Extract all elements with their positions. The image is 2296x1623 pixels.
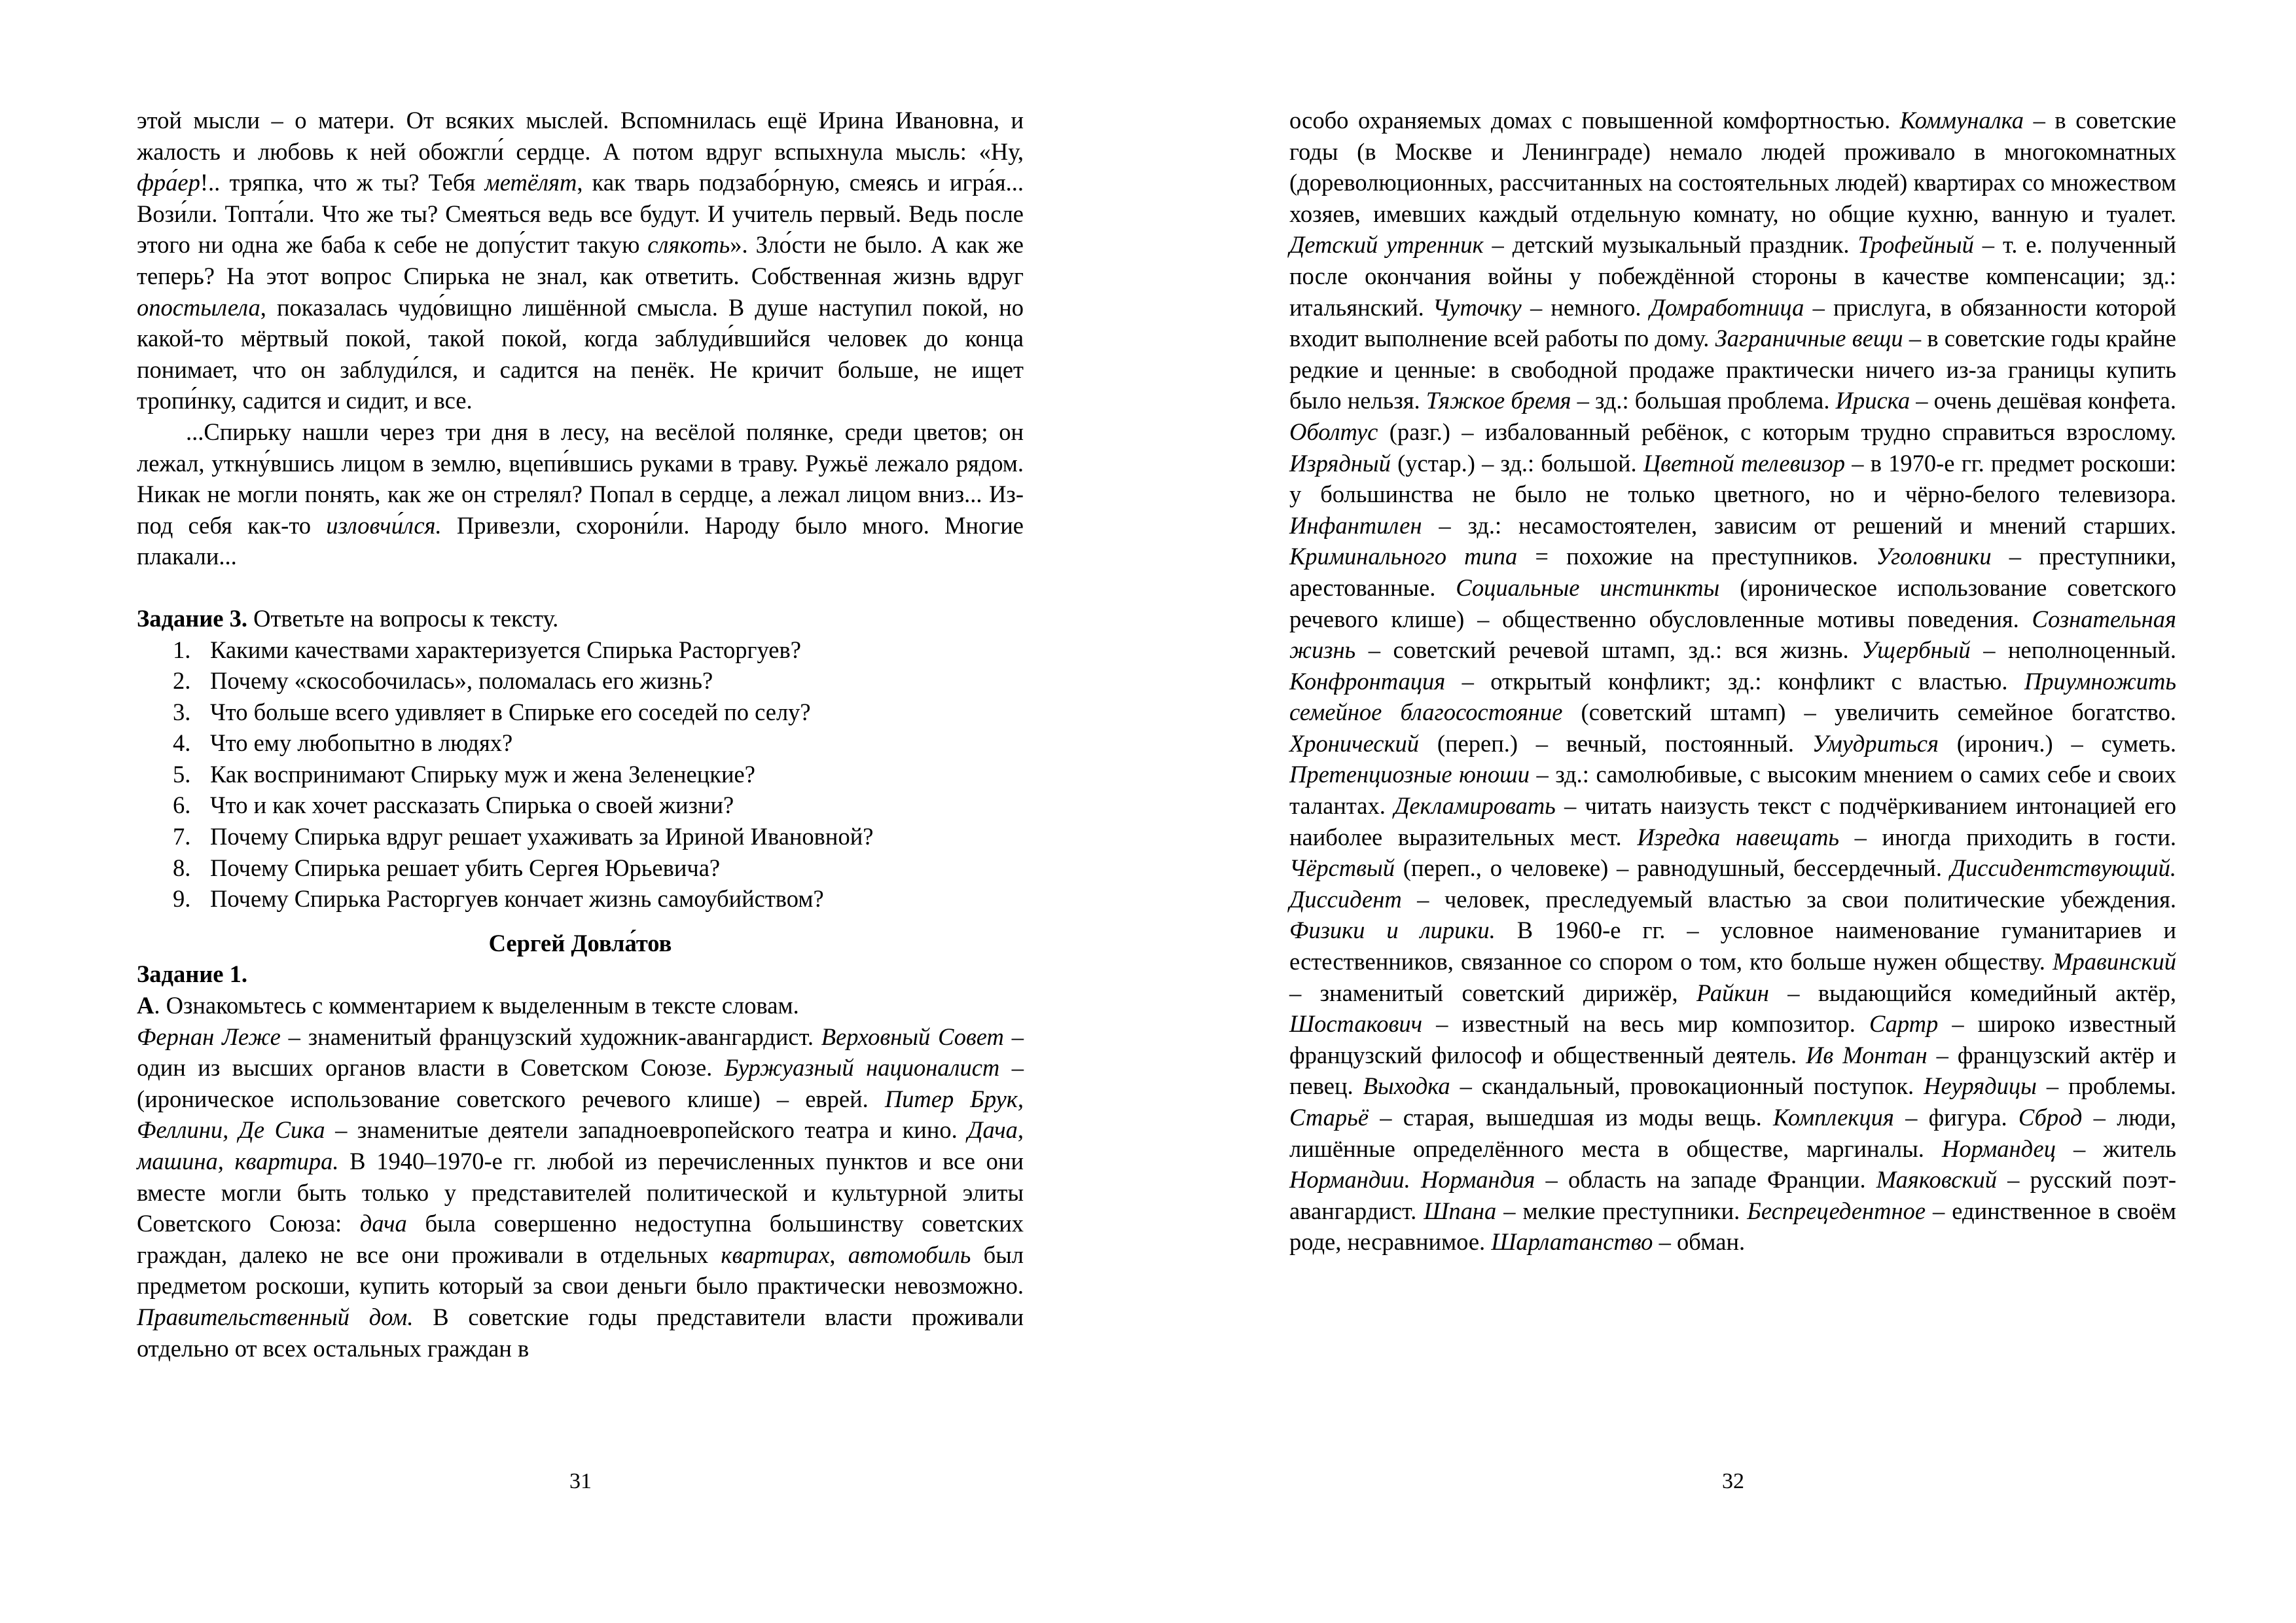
italic-term: Сартр xyxy=(1869,1010,1939,1038)
glossary-right xyxy=(1289,105,2176,1258)
text-run: – старая, вышедшая из моды вещь. xyxy=(1368,1104,1774,1131)
text-run: (переп.) – вечный, постоянный. xyxy=(1419,729,1812,757)
text-run: – известный на весь мир композитор. xyxy=(1422,1010,1870,1038)
question-number: 6. xyxy=(173,792,191,819)
text-run: – в советские годы крайне редкие и ценные: в свободной продаже практически ничего из-за границы купить было нельзя. xyxy=(1289,325,2176,414)
text-run: – детский музыкальный праздник. xyxy=(1483,231,1858,259)
right-page xyxy=(1289,105,2176,1258)
text-run: была совершенно недоступна большинству советских граждан, далеко не все они проживали в отдельных xyxy=(137,1210,1024,1268)
italic-term: Тяжкое бремя xyxy=(1426,387,1571,414)
italic-term: Фернан Леже xyxy=(137,1023,281,1050)
text-run: – люди, лишённые определённого места в обществе, маргиналы. xyxy=(1289,1104,2177,1162)
left-page xyxy=(137,105,1024,1364)
question-text: Что ему любопытно в людях? xyxy=(210,729,513,757)
text-run: В 1960-е гг. – условное наименование гуманитариев и естественников, связанное со спором о том, кто больше нужен обществу. xyxy=(1289,917,2177,976)
italic-term: фра́ер xyxy=(137,169,200,196)
italic-term: Криминального типа xyxy=(1289,543,1518,570)
text-run: (иронич.) – суметь. xyxy=(1938,729,2176,757)
italic-term: Оболтус xyxy=(1289,418,1378,445)
question-text: Какими качествами характеризуется Спирька Расторгуев? xyxy=(210,636,801,663)
italic-term: Детский утренник xyxy=(1289,231,1484,259)
text-run: , показалась чудо́вищно лишённой смысла. В душе наступил покой, но какой-то мёртвый покой, такой покой, когда заблуди́вшийся человек до конца понимает, что он заблуди́лся, и садится на пенёк. Не кричит больше, не ищет тропи́нку, садится и сидит, и все. xyxy=(137,293,1024,414)
italic-term: Маяковский xyxy=(1876,1166,1997,1194)
page-number-left: 31 xyxy=(569,1469,592,1493)
text-run: этой мысли – о матери. От всяких мыслей. Вспомнилась ещё Ирина Ивановна, и жалость и любовь к ней обожгли́ сердце. А потом вдруг вспыхнула мысль: «Ну, xyxy=(137,107,1024,165)
text-run: ». Зло́сти не было. А как же теперь? На этот вопрос Спирька не знал, как ответить. Собственная жизнь вдруг xyxy=(137,231,1024,289)
italic-term: Социальные инстинкты xyxy=(1456,574,1720,601)
question-text: Почему Спирька решает убить Сергея Юрьевича? xyxy=(210,854,721,881)
italic-term: Старьё xyxy=(1289,1104,1369,1131)
text-run: – зд.: самолюбивые, с высоким мнением о самих себе и своих талантах. xyxy=(1289,761,2177,820)
italic-term: Мравинский xyxy=(2053,948,2176,976)
text-run: – область на западе Франции. xyxy=(1535,1166,1876,1194)
italic-term: Уголовники xyxy=(1876,543,1992,570)
italic-term: квартирах xyxy=(721,1241,830,1268)
question-number: 7. xyxy=(173,823,191,850)
text-run: – открытый конфликт; зд.: конфликт с властью. xyxy=(1445,667,2024,695)
question-number: 9. xyxy=(173,885,191,913)
text-run: – иногда приходить в гости. xyxy=(1839,823,2176,850)
question-text: Почему «скособочилась», поломалась его жизнь? xyxy=(210,667,713,695)
italic-term: Цветной телевизор xyxy=(1643,449,1845,477)
text-run: – читать наизусть текст с подчёркиванием интонацией его наиболее выразительных мест. xyxy=(1289,792,2176,850)
italic-term: Шостакович xyxy=(1289,1010,1423,1038)
text-run: . Ознакомьтесь с комментарием к выделенным в тексте словам. xyxy=(154,992,799,1019)
text-run: , xyxy=(829,1241,848,1268)
italic-term: Ущербный xyxy=(1861,636,1971,664)
italic-term: изловчи́лся. xyxy=(326,511,442,539)
question-text: Что больше всего удивляет в Спирьке его соседей по селу? xyxy=(210,698,811,725)
text-run: (ироническое использование советского речевого клише) – общественно обусловленные мотивы поведения. xyxy=(1289,574,2176,632)
italic-term: Трофейный xyxy=(1857,231,1974,259)
question-text: Что и как хочет рассказать Спирька о своей жизни? xyxy=(210,792,734,819)
page-number-right: 32 xyxy=(1722,1469,1744,1493)
italic-term: Буржуазный националист xyxy=(724,1054,1000,1082)
italic-term: Нормандии. Нормандия xyxy=(1289,1166,1535,1194)
italic-term: Домработница xyxy=(1649,293,1804,321)
text-run: – русский поэт-авангардист. xyxy=(1289,1166,2176,1224)
italic-term: Райкин xyxy=(1696,979,1769,1006)
italic-term: опостылела xyxy=(137,293,260,321)
text-run: – неполноценный. xyxy=(1970,636,2176,664)
italic-term: Приумножить семейное благосостояние xyxy=(1289,667,2176,726)
author-heading: Сергей Довла́тов xyxy=(488,929,672,957)
task3-heading xyxy=(137,603,1024,634)
italic-term: Ириска xyxy=(1835,387,1910,414)
question-text: Почему Спирька вдруг решает ухаживать за Ириной Ивановной? xyxy=(210,823,874,850)
italic-term: Чуточку xyxy=(1433,293,1522,321)
question-number: 1. xyxy=(173,636,191,663)
italic-term: Чёрствый xyxy=(1289,854,1395,882)
italic-term: Декламировать xyxy=(1394,792,1556,820)
italic-term: Умудриться xyxy=(1812,729,1939,757)
glossary-left xyxy=(137,1021,1024,1364)
italic-term: дача xyxy=(359,1210,407,1237)
text-run: – человек, преследуемый властью за свои политические убеждения. xyxy=(1401,885,2176,913)
question-number: 2. xyxy=(173,667,191,695)
italic-term: Комплекция xyxy=(1773,1104,1894,1131)
italic-term: автомобиль xyxy=(848,1241,971,1268)
italic-term: Выходка xyxy=(1363,1072,1450,1100)
text-run: – (ироническое использование советского речевого клише) – еврей. xyxy=(137,1054,1024,1112)
text-run: – в советские годы (в Москве и Ленинграде) немало людей проживало в многокомнатных (дореволюционных, рассчитанных на состоятельных людей) квартирах со множеством хозяев, имевших каждый отдельную комнату, но общие кухню, ванную и туалет. xyxy=(1289,107,2176,227)
italic-term: Хронический xyxy=(1289,729,1420,757)
question-number: 5. xyxy=(173,760,191,788)
question-number: 4. xyxy=(173,729,191,757)
task3-label: Задание 3. xyxy=(137,604,247,632)
italic-term: Заграничные вещи xyxy=(1715,325,1903,352)
text-run: – французский актёр и певец. xyxy=(1289,1041,2176,1100)
italic-term: слякоть xyxy=(647,231,730,259)
question-item xyxy=(137,665,1024,697)
bold-text: А xyxy=(137,992,154,1019)
text-run: – зд.: большая проблема. xyxy=(1571,387,1836,414)
text-run: – немного. xyxy=(1521,293,1650,321)
text-run: – советский речевой штамп, зд.: вся жизнь. xyxy=(1355,636,1862,664)
text-run: , как тварь подзабо́рную, смеясь и игра́я... Вози́ли. Топта́ли. Что же ты? Смеяться ведь все будут. И учитель первый. Ведь после этого ни одна же баба к себе не допу́стит такую xyxy=(137,169,1024,259)
question-item xyxy=(137,697,1024,728)
text-run: – выдающийся комедийный актёр, xyxy=(1768,979,2176,1006)
text-run: – очень дешёвая конфета. xyxy=(1910,387,2176,414)
text-run: !.. тряпка, что ж ты? Тебя xyxy=(200,169,485,196)
italic-term: Шпана xyxy=(1424,1197,1497,1224)
task3-question-list xyxy=(137,634,1024,915)
question-item xyxy=(137,790,1024,821)
italic-term: Шарлатанство xyxy=(1491,1228,1653,1256)
text-run: – прислуга, в обязанности которой входит выполнение всей работы по дому. xyxy=(1289,293,2176,352)
question-text: Почему Спирька Расторгуев кончает жизнь самоубийством? xyxy=(210,885,824,913)
text-run: – один из высших органов власти в Советском Союзе. xyxy=(137,1023,1024,1082)
text-run: (переп., о человеке) – равнодушный, бессердечный. xyxy=(1394,854,1950,882)
question-number: 8. xyxy=(173,854,191,881)
text-run: В 1940–1970-е гг. любой из перечисленных пунктов и все они вместе могли быть только у представителей политической и культурной элиты Советского Союза: xyxy=(137,1148,1024,1237)
paragraph-spirka-found xyxy=(137,416,1024,572)
italic-term: Правительственный дом. xyxy=(137,1303,414,1330)
italic-term: Изрядный xyxy=(1289,449,1391,477)
question-text: Как воспринимают Спирьку муж и жена Зеленецкие? xyxy=(210,760,755,788)
question-item xyxy=(137,852,1024,884)
text-run: – т. е. полученный после окончания войны у побеждённой стороны в качестве компенсации; зд.: итальянский. xyxy=(1289,231,2177,321)
task3-instruction: Ответьте на вопросы к тексту. xyxy=(247,604,559,632)
text-run: Привезли, схорони́ли. Народу было много. Многие плакали... xyxy=(137,511,1024,570)
question-item xyxy=(137,634,1024,666)
text-run: – зд.: несамостоятелен, зависим от решений и мнений старших. xyxy=(1422,511,2176,539)
italic-term: Дача, машина, квартира. xyxy=(137,1116,1024,1175)
text-run: = похожие на преступников. xyxy=(1517,543,1876,570)
text-run: (устар.) – зд.: большой. xyxy=(1390,449,1643,477)
italic-term: Верховный Совет xyxy=(821,1023,1004,1050)
italic-term: Коммуналка xyxy=(1899,107,2024,134)
text-run: – единственное в своём роде, несравнимое. xyxy=(1289,1197,2176,1256)
text-run: – фигура. xyxy=(1893,1104,2018,1131)
question-item xyxy=(137,759,1024,790)
text-run: (разг.) – избалованный ребёнок, с которым трудно справиться взрослому. xyxy=(1378,418,2176,445)
text-run: – в 1970-е гг. предмет роскоши: у большинства не было не только цветного, но и чёрно-белого телевизора. xyxy=(1289,449,2176,508)
italic-term: метёлят xyxy=(484,169,577,196)
text-run: – преступники, арестованные. xyxy=(1289,543,2176,601)
text-run: – мелкие преступники. xyxy=(1496,1197,1748,1224)
text-run: – обман. xyxy=(1653,1228,1746,1256)
italic-term: Сознательная жизнь xyxy=(1289,605,2176,664)
italic-term: Диссидентствующий. Диссидент xyxy=(1289,854,2176,913)
text-run: В советские годы представители власти проживали отдельно от всех остальных граждан в xyxy=(137,1303,1024,1362)
text-run: – проблемы. xyxy=(2036,1072,2176,1100)
italic-term: Конфронтация xyxy=(1289,667,1446,695)
text-run: – знаменитый французский художник-авангардист. xyxy=(280,1023,821,1050)
text-run: – знаменитый советский дирижёр, xyxy=(1289,979,1696,1006)
italic-term: Сброд xyxy=(2018,1104,2083,1131)
text-run: – знаменитые деятели западноевропейского театра и кино. xyxy=(325,1116,968,1144)
text-run: особо охраняемых домах с повышенной комфортностью. xyxy=(1289,107,1900,134)
question-item xyxy=(137,821,1024,852)
paragraph-story-end xyxy=(137,105,1024,416)
spacer xyxy=(137,572,1024,603)
italic-term: Нормандец xyxy=(1941,1135,2056,1162)
text-run: – широко известный французский философ и общественный деятель. xyxy=(1289,1010,2177,1068)
text-run: ...Спирьку нашли через три дня в лесу, на весёлой полянке, среди цветов; он лежал, уткну́вшись лицом в землю, вцепи́вшись руками в траву. Ружьё лежало рядом. Никак не могли понять, как же он стрелял? Попал в сердце, а лежал лицом вниз... Из-под себя как-то xyxy=(137,418,1024,539)
question-item xyxy=(137,727,1024,759)
task1-heading: Задание 1. xyxy=(137,960,247,988)
italic-term: Неурядицы xyxy=(1924,1072,2037,1100)
task1-part-a xyxy=(137,990,1024,1021)
italic-term: Инфантилен xyxy=(1289,511,1422,539)
question-number: 3. xyxy=(173,698,191,725)
italic-term: Ив Монтан xyxy=(1806,1041,1928,1068)
italic-term: Физики и лирики. xyxy=(1289,917,1496,944)
italic-term: Изредка навещать xyxy=(1637,823,1840,850)
italic-term: Питер Брук, Феллини, Де Сика xyxy=(137,1085,1024,1144)
text-run: – скандальный, провокационный поступок. xyxy=(1450,1072,1924,1100)
italic-term: Претенциозные юноши xyxy=(1289,761,1530,788)
italic-term: Беспрецедентное xyxy=(1747,1197,1926,1224)
text-run: был предметом роскоши, купить который за свои деньги было практически невозможно. xyxy=(137,1241,1024,1300)
text-run: (советский штамп) – увеличить семейное богатство. xyxy=(1562,699,2176,726)
question-item xyxy=(137,883,1024,915)
text-run: – житель xyxy=(2055,1135,2177,1162)
